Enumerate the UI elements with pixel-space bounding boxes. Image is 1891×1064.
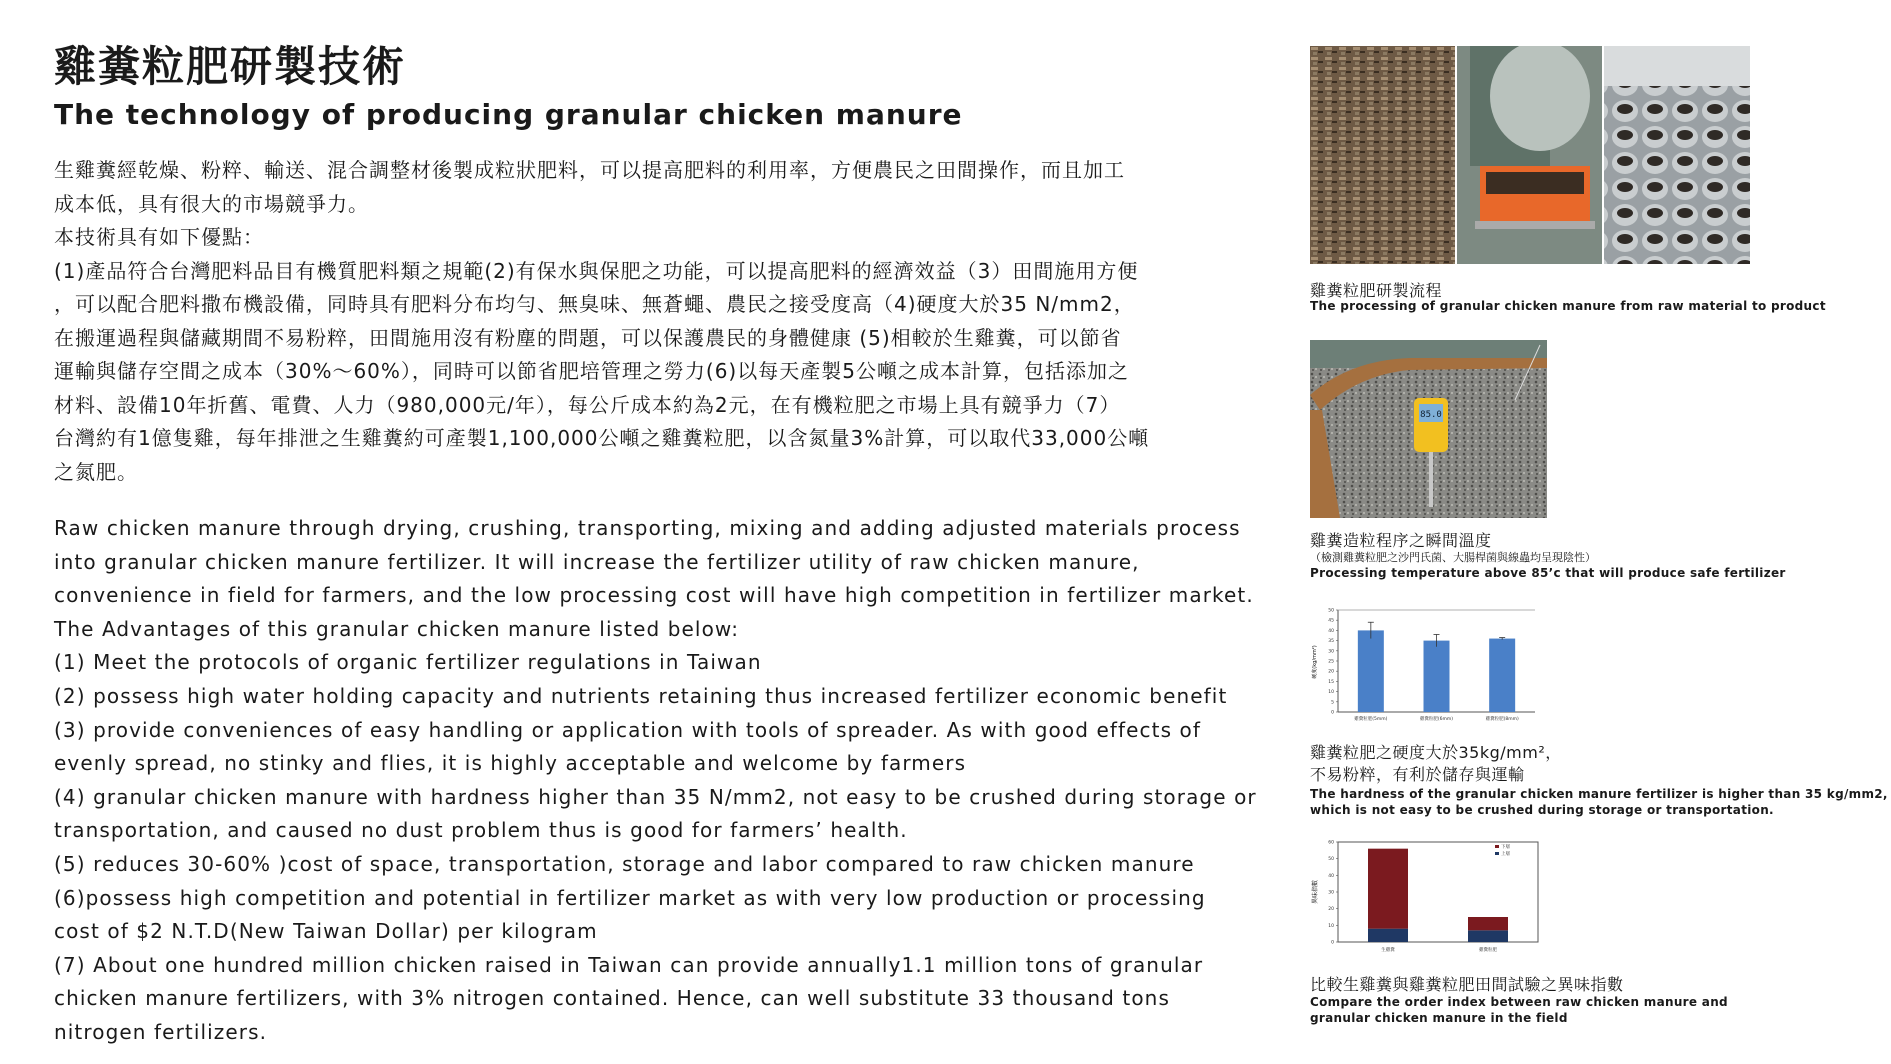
english-paragraph-line: The Advantages of this granular chicken manure listed below: xyxy=(54,616,740,641)
stacked-bar-segment xyxy=(1368,929,1408,942)
figure-column xyxy=(1310,0,1890,1064)
chinese-paragraph-line: 之氮肥。 xyxy=(54,459,138,484)
page-title-chinese: 雞糞粒肥研製技術 xyxy=(54,42,407,91)
temperature-caption-note: （檢測雞糞粒肥之沙門氏菌、大腸桿菌與線蟲均呈現陰性） xyxy=(1310,551,1596,564)
english-paragraph-line: nitrogen fertilizers. xyxy=(54,1019,268,1044)
y-tick-label: 20 xyxy=(1328,907,1334,913)
hardness-caption-english-1: The hardness of the granular chicken manure fertilizer is higher than 35 kg/mm2, xyxy=(1310,787,1888,801)
x-tick-label: 生雞糞 xyxy=(1381,948,1395,953)
english-paragraph-line: cost of $2 N.T.D(New Taiwan Dollar) per kilogram xyxy=(54,919,598,944)
hardness-caption-chinese-1: 雞糞粒肥之硬度大於35kg/mm²， xyxy=(1310,743,1562,762)
temperature-photo xyxy=(1310,340,1547,518)
hardness-caption-english-2: which is not easy to be crushed during storage or transportation. xyxy=(1310,803,1774,817)
chinese-paragraph-line: 在搬運過程與儲藏期間不易粉粹，田間施用沒有粉塵的問題，可以保護農民的身體健康 (5)相較於生雞糞，可以節省 xyxy=(54,325,1122,350)
english-paragraph-line: (4) granular chicken manure with hardness higher than 35 N/mm2, not easy to be crushed during storage or xyxy=(54,784,1257,809)
english-paragraph-line: (1) Meet the protocols of organic fertilizer regulations in Taiwan xyxy=(54,650,762,675)
chinese-description xyxy=(54,154,1294,489)
stacked-bar-segment xyxy=(1468,930,1508,942)
english-paragraph-line: (2) possess high water holding capacity and nutrients retaining thus increased fertilizer economic benefit xyxy=(54,683,1228,708)
y-tick-label: 45 xyxy=(1328,618,1334,624)
y-axis-label: 硬度(kg/mm²) xyxy=(1312,645,1318,679)
chinese-paragraph-line: 生雞糞經乾燥、粉粹、輸送、混合調整材後製成粒狀肥料，可以提高肥料的利用率，方便農民之田間操作，而且加工 xyxy=(54,158,1125,182)
process-photos-image xyxy=(1310,46,1750,264)
legend-swatch xyxy=(1495,852,1499,855)
process-caption-english: The processing of granular chicken manure from raw material to product xyxy=(1310,299,1826,313)
chinese-paragraph-line: 材料、設備10年折舊、電費、人力（980,000元/年），每公斤成本約為2元，在有機粒肥之市場上具有競爭力（7） xyxy=(54,392,1121,417)
y-tick-label: 5 xyxy=(1331,700,1334,706)
x-tick-label: 雞糞粒肥(8mm) xyxy=(1485,717,1519,722)
english-paragraph-line: convenience in field for farmers, and the low processing cost will have high competition in fertilizer market. xyxy=(54,583,1254,608)
stacked-bar-segment xyxy=(1368,849,1408,929)
y-axis-label: 異味指數 xyxy=(1312,879,1319,905)
odor-caption-english-2: granular chicken manure in the field xyxy=(1310,1011,1568,1025)
english-description xyxy=(54,512,1314,1050)
hardness-bar xyxy=(1424,641,1450,712)
y-tick-label: 25 xyxy=(1328,659,1334,665)
y-tick-label: 40 xyxy=(1328,628,1334,634)
english-paragraph-line: (3) provide conveniences of easy handling or application with tools of spreader. As with good effects of xyxy=(54,717,1202,742)
x-tick-label: 雞糞粒肥(5mm) xyxy=(1354,717,1388,722)
odor-caption-chinese: 比較生雞糞與雞糞粒肥田間試驗之異味指數 xyxy=(1310,975,1624,994)
hardness-caption-chinese-2: 不易粉粹，有利於儲存與運輸 xyxy=(1310,765,1525,784)
y-tick-label: 50 xyxy=(1328,608,1334,614)
y-tick-label: 30 xyxy=(1328,890,1334,896)
legend-swatch xyxy=(1495,845,1499,848)
y-tick-label: 20 xyxy=(1328,669,1334,675)
thermometer-image xyxy=(1310,340,1547,518)
x-tick-label: 雞糞粒肥(6mm) xyxy=(1419,717,1454,722)
y-tick-label: 10 xyxy=(1328,690,1334,696)
y-tick-label: 30 xyxy=(1328,649,1334,655)
y-tick-label: 0 xyxy=(1331,940,1334,946)
chinese-paragraph-line: 本技術具有如下優點： xyxy=(54,225,264,249)
english-paragraph-line: into granular chicken manure fertilizer. It will increase the fertilizer utility of raw chicken manure, xyxy=(54,549,1140,574)
english-paragraph-line: Raw chicken manure through drying, crushing, transporting, mixing and adding adjusted materials process xyxy=(54,516,1241,540)
page-title-english: The technology of producing granular chicken manure xyxy=(54,98,963,131)
y-tick-label: 15 xyxy=(1328,679,1334,685)
chinese-paragraph-line: 台灣約有1億隻雞，每年排泄之生雞糞約可產製1,100,000公噸之雞糞粒肥，以含氮量3%計算，可以取代33,000公噸 xyxy=(54,426,1150,450)
y-tick-label: 10 xyxy=(1328,923,1334,929)
x-tick-label: 雞糞粒肥 xyxy=(1479,948,1497,953)
hardness-bar-chart xyxy=(1310,600,1550,730)
english-paragraph-line: (7) About one hundred million chicken raised in Taiwan can provide annually1.1 million tons of granular xyxy=(54,952,1204,977)
legend-label: 下層 xyxy=(1501,845,1510,850)
odor-index-stacked-chart xyxy=(1310,834,1550,964)
thermometer-reading: 85.0 xyxy=(1420,410,1442,420)
process-photo-strip xyxy=(1310,46,1750,264)
y-tick-label: 35 xyxy=(1328,639,1334,645)
english-paragraph-line: transportation, and caused no dust problem thus is good for farmers’ health. xyxy=(54,818,908,843)
chinese-paragraph-line: ，可以配合肥料撒布機設備，同時具有肥料分布均勻、無臭味、無蒼蠅、農民之接受度高（4)硬度大於35 N/mm2， xyxy=(54,292,1135,316)
chinese-paragraph-line: 運輸與儲存空間之成本（30%～60%），同時可以節省肥培管理之勞力(6)以每天產製5公噸之成本計算，包括添加之 xyxy=(54,359,1129,383)
thermometer-probe xyxy=(1429,452,1433,507)
english-paragraph-line: evenly spread, no stinky and flies, it is highly acceptable and welcome by farmers xyxy=(54,751,967,776)
english-paragraph-line: (5) reduces 30-60% )cost of space, transportation, storage and labor compared to raw chicken manure xyxy=(54,851,1195,876)
hardness-bar xyxy=(1489,639,1515,712)
y-tick-label: 50 xyxy=(1328,857,1334,863)
y-tick-label: 60 xyxy=(1328,840,1334,846)
legend-label: 上層 xyxy=(1501,852,1510,857)
temperature-caption-english: Processing temperature above 85’c that will produce safe fertilizer xyxy=(1310,566,1786,580)
y-tick-label: 0 xyxy=(1331,710,1334,716)
english-paragraph-line: chicken manure fertilizers, with 3% nitrogen contained. Hence, can well substitute 33 thousand tons xyxy=(54,986,1170,1011)
odor-caption-english-1: Compare the order index between raw chicken manure and xyxy=(1310,995,1728,1009)
process-caption-chinese: 雞糞粒肥研製流程 xyxy=(1310,281,1443,300)
hardness-bar xyxy=(1358,630,1384,712)
temperature-caption-chinese: 雞糞造粒程序之瞬間溫度 xyxy=(1310,531,1492,550)
stacked-bar-segment xyxy=(1468,917,1508,930)
chinese-paragraph-line: 成本低，具有很大的市場競爭力。 xyxy=(54,191,369,216)
y-tick-label: 40 xyxy=(1328,873,1334,879)
chinese-paragraph-line: (1)產品符合台灣肥料品目有機質肥料類之規範(2)有保水與保肥之功能，可以提高肥料的經濟效益（3）田間施用方便 xyxy=(54,258,1139,283)
english-paragraph-line: (6)possess high competition and potential in fertilizer market as with very low production or processing xyxy=(54,885,1206,910)
